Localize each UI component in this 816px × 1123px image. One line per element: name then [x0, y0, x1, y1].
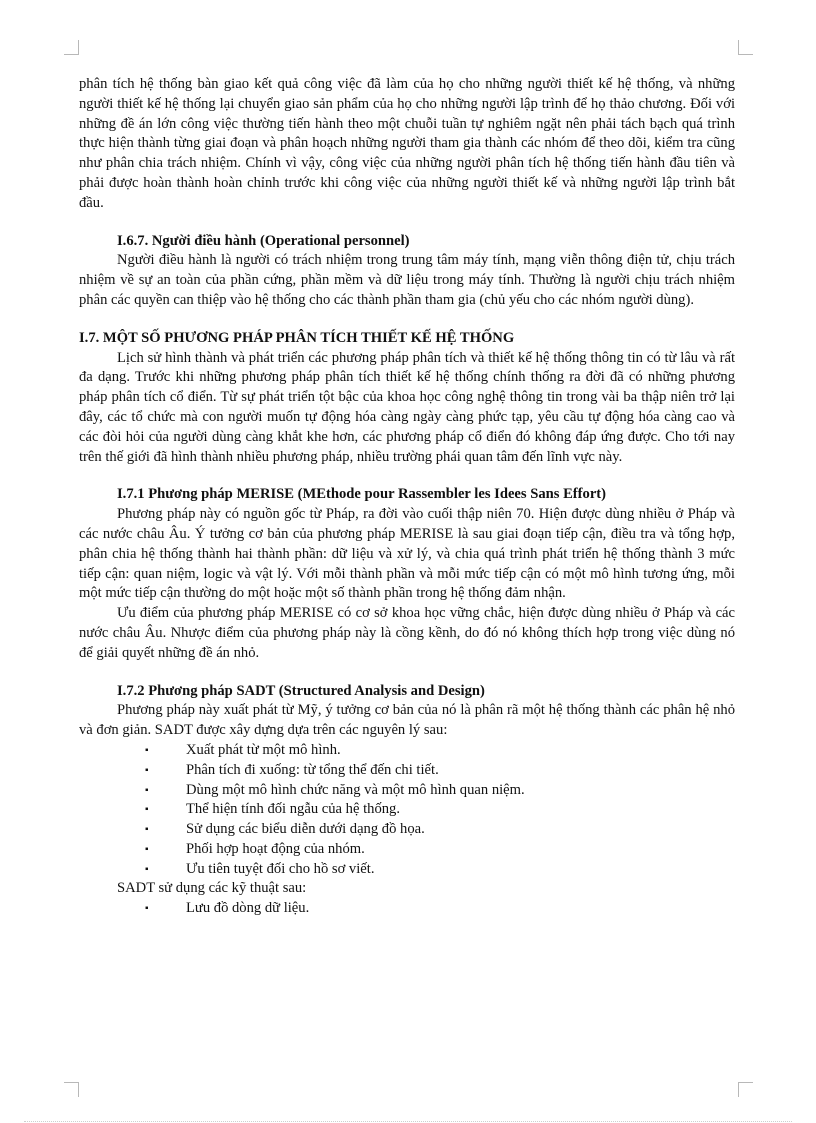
merise-paragraph-2: Ưu điểm của phương pháp MERISE có cơ sở khoa học vững chắc, hiện được dùng nhiều ở Pháp và các nước châu Âu. Nhược điểm của phương pháp này là cồng kềnh, do đó nó không thích hợp trong việc dùng nó để giải quyết những đề án nhỏ.	[79, 605, 735, 661]
margin-mark-bottom-right	[738, 1082, 753, 1097]
bullet-icon: ▪	[145, 784, 149, 796]
list-item: ▪ Phân tích đi xuống: từ tổng thể đến chi tiết.	[79, 761, 735, 781]
bullet-icon: ▪	[145, 804, 149, 816]
list-item: ▪ Ưu tiên tuyệt đối cho hồ sơ viết.	[79, 860, 735, 880]
bullet-icon: ▪	[145, 843, 149, 855]
section-heading-operational-personnel: I.6.7. Người điều hành (Operational personnel)	[117, 232, 410, 249]
bullet-icon: ▪	[145, 824, 149, 836]
list-item: ▪ Dùng một mô hình chức năng và một mô hình quan niệm.	[79, 781, 735, 801]
list-item: ▪ Thể hiện tính đối ngẫu của hệ thống.	[79, 800, 735, 820]
document-page	[79, 75, 735, 919]
list-item: ▪ Sử dụng các biểu diễn dưới dạng đồ họa.	[79, 820, 735, 840]
operational-personnel-paragraph: Người điều hành là người có trách nhiệm trong trung tâm máy tính, mạng viễn thông điện tử, chịu trách nhiệm về sự an toàn của phần cứng, phần mềm và dữ liệu trong máy tính. Thường là người chịu trách nhiệm phân các quyền can thiệp vào hệ thống cho các thành phần tham gia (chủ yếu cho các nhóm người dùng).	[79, 252, 735, 308]
methods-paragraph: Lịch sử hình thành và phát triển các phương pháp phân tích và thiết kế hệ thống thông tin có từ lâu và rất đa dạng. Trước khi những phương pháp phân tích thiết kế hệ thống chính thống ra đời đã có những phương pháp phân tích cổ điển. Từ sự phát triển tột bậc của khoa học công nghệ thông tin trong vài ba thập niên trở lại đây, các tổ chức mà con người muốn tự động hóa càng ngày càng phức tạp, yêu cầu tự động hóa càng cao và các đòi hỏi của người dùng càng khắt khe hơn, các phương pháp cổ điển đó không đáp ứng được. Cho tới nay trên thế giới đã hình thành nhiều phương pháp, nhiều trường phái quan tâm đến lĩnh vực này.	[79, 349, 735, 465]
list-item: ▪ Phối hợp hoạt động của nhóm.	[79, 840, 735, 860]
bullet-icon: ▪	[145, 764, 149, 776]
sadt-paragraph: Phương pháp này xuất phát từ Mỹ, ý tưởng cơ bản của nó là phân rã một hệ thống thành các phân hệ nhỏ và đơn giản. SADT được xây dựng dựa trên các nguyên lý sau:	[79, 702, 735, 739]
list-item: ▪ Xuất phát từ một mô hình.	[79, 741, 735, 761]
sadt-techniques-list	[79, 899, 735, 919]
bullet-icon: ▪	[145, 744, 149, 756]
bullet-icon: ▪	[145, 863, 149, 875]
page-footer-rule	[24, 1121, 792, 1122]
merise-paragraph-1: Phương pháp này có nguồn gốc từ Pháp, ra đời vào cuối thập niên 70. Hiện được dùng nhiều ở Pháp và các nước châu Âu. Ý tưởng cơ bản của phương pháp MERISE là sau giai đoạn tiếp cận, điều tra và tổng hợp, phân chia hệ thống thành hai thành phần: dữ liệu và xử lý, và chia quá trình phát triển hệ thống thành 3 mức tiếp cận: quan niệm, logic và vật lý. Với mỗi thành phần và mỗi mức tiếp cận có một mô hình tương ứng, mỗi một mức tiếp cận thường do một hoặc một số thành phần trong hệ thống đảm nhận.	[79, 506, 735, 602]
section-heading-merise: I.7.1 Phương pháp MERISE (MEthode pour Rassembler les Idees Sans Effort)	[117, 486, 607, 503]
list-item: ▪ Lưu đồ dòng dữ liệu.	[79, 899, 735, 919]
margin-mark-top-right	[738, 40, 753, 55]
chapter-heading-methods: I.7. MỘT SỐ PHƯƠNG PHÁP PHÂN TÍCH THIẾT KẾ HỆ THỐNG	[79, 329, 515, 346]
bullet-icon: ▪	[145, 903, 149, 915]
sadt-principles-list	[79, 741, 735, 880]
sadt-techniques-intro: SADT sử dụng các kỹ thuật sau:	[117, 880, 307, 897]
section-heading-sadt: I.7.2 Phương pháp SADT (Structured Analysis and Design)	[117, 682, 485, 699]
margin-mark-bottom-left	[64, 1082, 79, 1097]
margin-mark-top-left	[64, 40, 79, 55]
intro-paragraph: phân tích hệ thống bàn giao kết quả công việc đã làm của họ cho những người thiết kế hệ thống, và những người thiết kế hệ thống lại chuyển giao sản phẩm của họ cho những người lập trình để họ thảo chương. Đối với những đề án lớn công việc thường tiến hành theo một chuỗi tuần tự nghiêm ngặt nên phải tách bạch quá trình thực hiện thành từng giai đoạn và phân hoạch những người tham gia thành các nhóm để theo dõi, kiểm tra cũng như phân chia trách nhiệm. Chính vì vậy, công việc của những người phân tích hệ thống tiến hành đầu tiên và phải được hoàn thành hoàn chỉnh trước khi công việc của những người thiết kế và những người lập trình bắt đầu.	[79, 76, 735, 211]
